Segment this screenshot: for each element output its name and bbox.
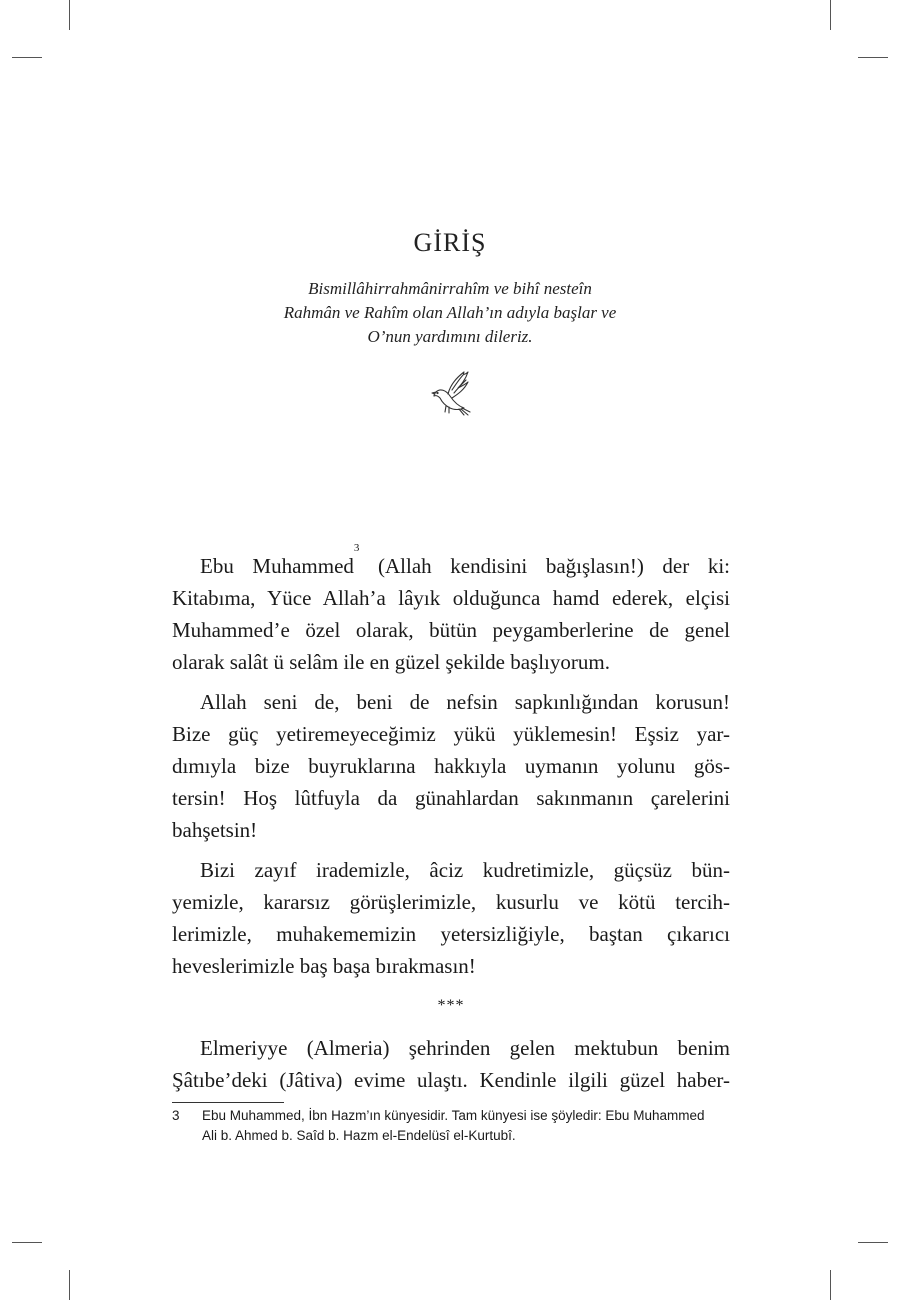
invocation-block <box>0 277 900 349</box>
author-name: Ebu Muhammed <box>200 554 354 578</box>
crop-mark-right-top <box>858 57 888 58</box>
footnote <box>172 1106 732 1146</box>
invocation-line: O’nun yardımını dileriz. <box>367 327 533 346</box>
crop-mark-left-bottom <box>12 1242 42 1243</box>
text-line: Şâtıbe’deki (Jâtiva) evime ulaştı. Kendinle ilgili güzel haber- <box>172 1068 730 1092</box>
crop-mark-top-right <box>830 0 831 30</box>
crop-mark-left-top <box>12 57 42 58</box>
text-line: Muhammed’e özel olarak, bütün peygamberlerine de genel <box>172 618 730 642</box>
footnote-text <box>202 1106 732 1146</box>
text-line: yemizle, kararsız görüşlerimizle, kusurlu ve kötü tercih- <box>172 890 730 914</box>
crop-mark-bottom-left <box>69 1270 70 1300</box>
text-line: bahşetsin! <box>172 818 258 842</box>
paragraph <box>172 686 730 846</box>
chapter-heading: GİRİŞ <box>413 228 487 257</box>
footnote-reference: 3 <box>353 542 360 554</box>
section-separator: *** <box>437 997 465 1014</box>
footnote-number: 3 <box>172 1108 180 1123</box>
paragraph <box>172 1032 730 1096</box>
text-fragment: (Allah kendisini bağışlasın!) der ki: <box>359 554 731 578</box>
text-line: Allah seni de, beni de nefsin sapkınlığından korusun! <box>200 690 730 714</box>
crop-mark-right-bottom <box>858 1242 888 1243</box>
footnote-line: Ebu Muhammed, İbn Hazm’ın künyesidir. Tam künyesi ise şöyledir: Ebu Muhammed <box>202 1108 705 1123</box>
paragraph <box>172 542 731 678</box>
text-line: tersin! Hoş lûtfuyla da günahlardan sakınmanın çarelerini <box>172 786 730 810</box>
footnote-line: Ali b. Ahmed b. Saîd b. Hazm el-Endelüsî el-Kurtubî. <box>202 1128 516 1143</box>
text-line: heveslerimizle baş başa bırakmasın! <box>172 954 476 978</box>
paragraph <box>172 854 730 982</box>
invocation-line: Rahmân ve Rahîm olan Allah’ın adıyla başlar ve <box>283 303 617 322</box>
crop-mark-bottom-right <box>830 1270 831 1300</box>
invocation-line: Bismillâhirrahmânirrahîm ve bihî nesteîn <box>308 279 592 298</box>
text-line: Kitabıma, Yüce Allah’a lâyık olduğunca hamd ederek, elçisi <box>172 586 730 610</box>
text-line: olarak salât ü selâm ile en güzel şekilde başlıyorum. <box>172 650 610 674</box>
dove-icon <box>428 366 472 416</box>
text-line: Elmeriyye (Almeria) şehrinden gelen mektubun benim <box>200 1036 730 1060</box>
body-text <box>172 542 731 1104</box>
text-line: lerimizle, muhakememizin yetersizliğiyle, baştan çıkarıcı <box>172 922 730 946</box>
text-line: Bize güç yetiremeyeceğimiz yükü yüklemesin! Eşsiz yar- <box>172 722 730 746</box>
text-line <box>172 542 731 582</box>
text-line: Bizi zayıf irademizle, âciz kudretimizle, güçsüz bün- <box>200 858 730 882</box>
footnote-rule <box>172 1102 284 1103</box>
crop-mark-top-left <box>69 0 70 30</box>
text-line: dımıyla bize buyruklarına hakkıyla uymanın yolunu gös- <box>172 754 730 778</box>
